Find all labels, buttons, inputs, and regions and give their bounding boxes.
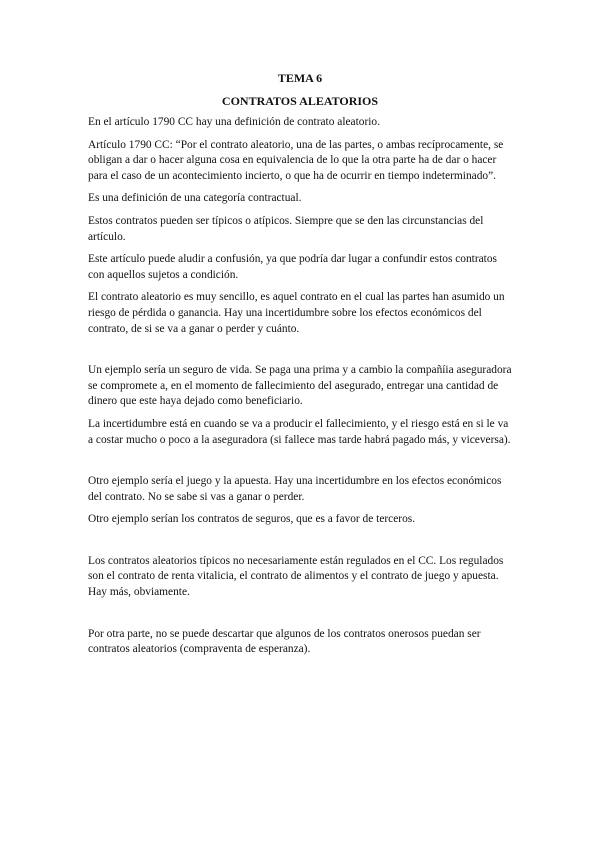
paragraph-7: Un ejemplo sería un seguro de vida. Se paga una prima y a cambio la compañíia aseguradora se compromete a, en el momento de fallecimiento del asegurado, entregar una cantidad de dinero que este haya dejado como beneficiario. [88, 364, 512, 408]
paragraph-10: Otro ejemplo serían los contratos de seguros, que es a favor de terceros. [88, 513, 416, 526]
paragraph-4: Estos contratos pueden ser típicos o atípicos. Siempre que se den las circunstancias del artículo. [88, 214, 484, 243]
paragraph-5: Este artículo puede aludir a confusión, ya que podría dar lugar a confundir estos contratos con aquellos sujetos a condición. [88, 253, 497, 281]
paragraph-8: La incertidumbre está en cuando se va a producir el fallecimiento, y el riesgo está en si le va a costar mucho o poco a la aseguradora (si fallece mas tarde habrá pagado más, y viceversa). [88, 417, 511, 446]
paragraph-3: Es una definición de una categoría contractual. [88, 192, 302, 205]
document-subtitle: CONTRATOS ALEATORIOS [221, 94, 379, 108]
document-title: TEMA 6 [277, 71, 323, 85]
paragraph-9: Otro ejemplo sería el juego y la apuesta. Hay una incertidumbre en los efectos económicos del contrato. No se sabe si vas a ganar o perder. [88, 475, 502, 503]
paragraph-1: En el artículo 1790 CC hay una definición de contrato aleatorio. [88, 116, 380, 128]
paragraph-12: Por otra parte, no se puede descartar que algunos de los contratos onerosos puedan ser contratos aleatorios (compraventa de esperanza). [88, 627, 481, 656]
paragraph-2: Artículo 1790 CC: “Por el contrato aleatorio, una de las partes, o ambas recíprocamente, se obligan a dar o hacer alguna cosa en equivalencia de lo que la otra parte ha de dar o hacer para el caso de un acontecimiento incierto, o que ha de ocurrir en tiempo indeterminado”. [88, 138, 504, 182]
paragraph-11: Los contratos aleatorios típicos no necesariamente están regulados en el CC. Los regulados son el contrato de renta vitalicia, el contrato de alimentos y el contrato de juego y apuesta. Hay más, obviamente. [88, 554, 504, 599]
paragraph-6: El contrato aleatorio es muy sencillo, es aquel contrato en el cual las partes han asumido un riesgo de pérdida o ganancia. Hay una incertidumbre sobre los efectos económicos del contrato, de si se va a ganar o perder y cuánto. [88, 291, 505, 335]
